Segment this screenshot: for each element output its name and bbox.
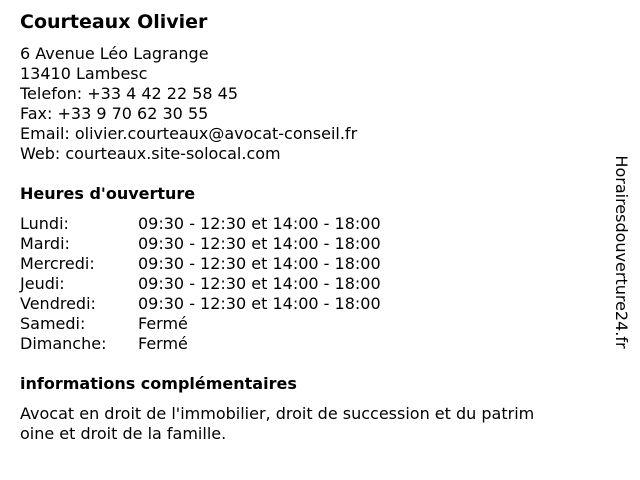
day-label: Dimanche: <box>20 334 107 353</box>
day-label: Samedi: <box>20 314 86 333</box>
business-name: Courteaux Olivier <box>20 11 208 33</box>
hours-heading: Heures d'ouverture <box>20 184 196 203</box>
day-label: Jeudi: <box>20 274 65 293</box>
time-value: Fermé <box>138 314 188 333</box>
fax-number: Fax: +33 9 70 62 30 55 <box>20 104 209 123</box>
day-label: Vendredi: <box>20 294 96 313</box>
time-value: 09:30 - 12:30 et 14:00 - 18:00 <box>138 274 381 293</box>
site-watermark: Horairesdouverture24.fr <box>612 155 631 349</box>
address-city: 13410 Lambesc <box>20 64 148 83</box>
info-line: oine et droit de la famille. <box>20 424 227 443</box>
address-street: 6 Avenue Léo Lagrange <box>20 44 209 63</box>
day-label: Mardi: <box>20 234 70 253</box>
time-value: 09:30 - 12:30 et 14:00 - 18:00 <box>138 254 381 273</box>
website: Web: courteaux.site-solocal.com <box>20 144 281 163</box>
time-value: 09:30 - 12:30 et 14:00 - 18:00 <box>138 294 381 313</box>
time-value: 09:30 - 12:30 et 14:00 - 18:00 <box>138 234 381 253</box>
day-label: Mercredi: <box>20 254 95 273</box>
time-value: 09:30 - 12:30 et 14:00 - 18:00 <box>138 214 381 233</box>
contact-block <box>20 44 357 164</box>
time-value: Fermé <box>138 334 188 353</box>
info-line: Avocat en droit de l'immobilier, droit de succession et du patrim <box>20 404 535 423</box>
email-address: Email: olivier.courteaux@avocat-conseil.fr <box>20 124 358 143</box>
day-label: Lundi: <box>20 214 69 233</box>
info-description <box>20 404 590 444</box>
info-heading: informations complémentaires <box>20 374 297 393</box>
phone-number: Telefon: +33 4 42 22 58 45 <box>20 84 239 103</box>
